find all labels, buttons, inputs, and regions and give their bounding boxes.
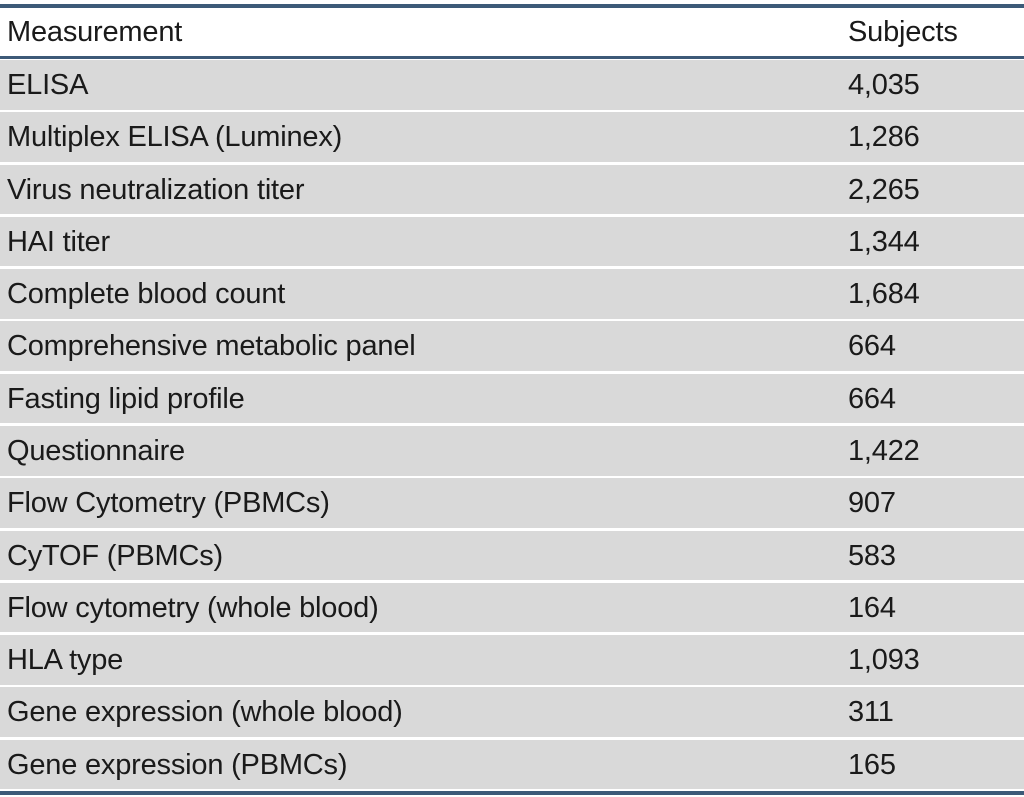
table-row [0,583,1024,633]
cell-measurement: HAI titer [7,225,110,258]
table-body [0,60,1024,792]
table-row [0,531,1024,581]
cell-subjects: 164 [848,591,896,624]
header-subjects: Subjects [848,16,958,48]
table-row [0,478,1024,528]
cell-subjects: 664 [848,382,896,415]
cell-measurement: Questionnaire [7,434,185,467]
cell-subjects: 1,344 [848,225,920,258]
cell-measurement: Gene expression (PBMCs) [7,748,348,781]
cell-subjects: 907 [848,487,896,520]
table-row [0,426,1024,476]
cell-measurement: Fasting lipid profile [7,382,245,415]
cell-measurement: Multiplex ELISA (Luminex) [7,121,343,154]
cell-measurement: CyTOF (PBMCs) [7,539,223,572]
table-row [0,165,1024,215]
cell-subjects: 311 [848,696,894,729]
table-row [0,217,1024,267]
cell-subjects: 664 [848,330,896,363]
cell-measurement: Virus neutralization titer [7,173,305,206]
table-header-row [0,8,1024,56]
cell-measurement: ELISA [7,69,89,101]
cell-measurement: Complete blood count [7,278,286,311]
cell-measurement: Comprehensive metabolic panel [7,330,416,363]
cell-measurement: Flow cytometry (whole blood) [7,591,379,624]
cell-subjects: 1,422 [848,434,920,467]
cell-measurement: Flow Cytometry (PBMCs) [7,487,330,520]
header-measurement: Measurement [7,16,183,48]
table-row [0,112,1024,162]
cell-subjects: 583 [848,539,896,572]
cell-subjects: 165 [848,748,896,781]
cell-subjects: 1,286 [848,121,920,154]
cell-subjects: 4,035 [848,69,920,101]
table-row [0,740,1024,790]
cell-measurement: Gene expression (whole blood) [7,696,403,729]
table-row [0,374,1024,424]
table-header-rule [0,56,1024,59]
table-row [0,269,1024,319]
cell-measurement: HLA type [7,644,124,677]
cell-subjects: 2,265 [848,173,920,206]
table-row [0,687,1024,737]
table-row [0,321,1024,371]
table-row [0,635,1024,685]
cell-subjects: 1,093 [848,644,920,677]
table-row [0,60,1024,110]
table-bottom-rule [0,791,1024,795]
cell-subjects: 1,684 [848,278,920,311]
